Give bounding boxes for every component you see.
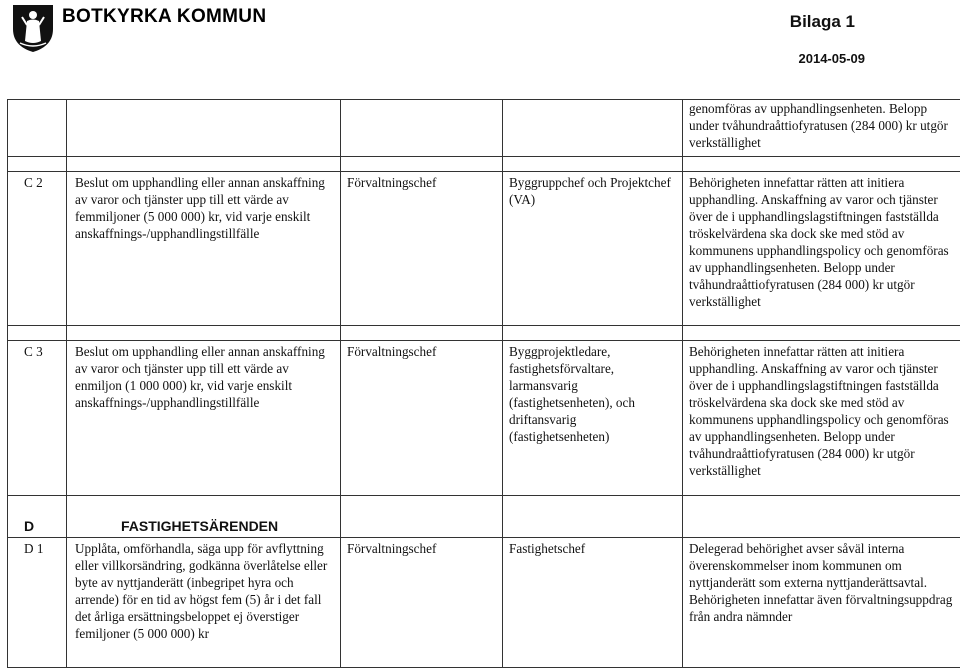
delegation-table xyxy=(7,99,960,668)
page-header xyxy=(0,0,960,100)
authority-cell: genomföras av upphandlingsenheten. Belopp under tvåhundraåttiofyratusen (284 000) kr utgör verkställighet xyxy=(683,100,960,157)
delegate-cell xyxy=(341,100,503,157)
substitute-cell: Fastighetschef xyxy=(503,538,683,668)
document-date: 2014-05-09 xyxy=(799,51,866,66)
document-label: Bilaga 1 xyxy=(790,12,855,32)
table-row xyxy=(8,100,960,157)
table-row xyxy=(8,341,960,496)
section-title: FASTIGHETSÄRENDEN xyxy=(67,496,341,538)
matter-cell: Beslut om upphandling eller annan anskaffning av varor och tjänster upp till ett värde av enmiljon (1 000 000) kr, vid varje enskilt anskaffnings-/upphandlingstillfälle xyxy=(67,341,341,496)
matter-cell: Beslut om upphandling eller annan anskaffning av varor och tjänster upp till ett värde av femmiljoner (5 000 000) kr, vid varje enskilt anskaffnings-/upphandlingstillfälle xyxy=(67,172,341,326)
table-row xyxy=(8,157,960,172)
section-header-row xyxy=(8,496,960,538)
id-cell xyxy=(8,100,67,157)
matter-cell xyxy=(67,100,341,157)
delegate-cell: Förvaltningschef xyxy=(341,341,503,496)
delegate-cell: Förvaltningschef xyxy=(341,172,503,326)
section-id: D xyxy=(8,496,67,538)
authority-cell: Delegerad behörighet avser såväl interna överenskommelser inom kommunen om nyttjanderätt som externa nyttjanderättsavtal. Behörigheten innefattar även förvaltningsuppdrag från andra nämnder xyxy=(683,538,960,668)
authority-cell: Behörigheten innefattar rätten att initiera upphandling. Anskaffning av varor och tjänster över de i upphandlingslagstiftningen fastställda tröskelvärdena ska dock ske med stöd av kommunens upphandlingspolicy och genomföras av upphandlingsenheten. Belopp under tvåhundraåttiofyratusen (284 000) kr utgör verkställighet xyxy=(683,172,960,326)
table-row xyxy=(8,538,960,668)
row-id: C 3 xyxy=(8,341,67,496)
table-row xyxy=(8,172,960,326)
row-id: C 2 xyxy=(8,172,67,326)
municipality-crest-icon xyxy=(10,3,56,53)
organization-name: BOTKYRKA KOMMUN xyxy=(62,6,266,28)
matter-cell: Upplåta, omförhandla, säga upp för avflyttning eller villkorsändring, godkänna överlåtelse eller byte av nyttjanderätt (inbegripet hyra och arrende) för en tid av högst fem (5) år i det fall det årliga ersättningsbeloppet ej överstiger femiljoner (5 000 000) kr xyxy=(67,538,341,668)
substitute-cell: Byggprojektledare, fastighetsförvaltare, larmansvarig (fastighetsenheten), och driftansvarig (fastighetsenheten) xyxy=(503,341,683,496)
authority-cell: Behörigheten innefattar rätten att initiera upphandling. Anskaffning av varor och tjänster över de i upphandlingslagstiftningen fastställda tröskelvärdena ska dock ske med stöd av kommunens upphandlingspolicy och genomföras av upphandlingsenheten. Belopp under tvåhundraåttiofyratusen (284 000) kr utgör verkställighet xyxy=(683,341,960,496)
table-row xyxy=(8,326,960,341)
row-id: D 1 xyxy=(8,538,67,668)
substitute-cell xyxy=(503,100,683,157)
delegate-cell: Förvaltningschef xyxy=(341,538,503,668)
substitute-cell: Byggruppchef och Projektchef (VA) xyxy=(503,172,683,326)
